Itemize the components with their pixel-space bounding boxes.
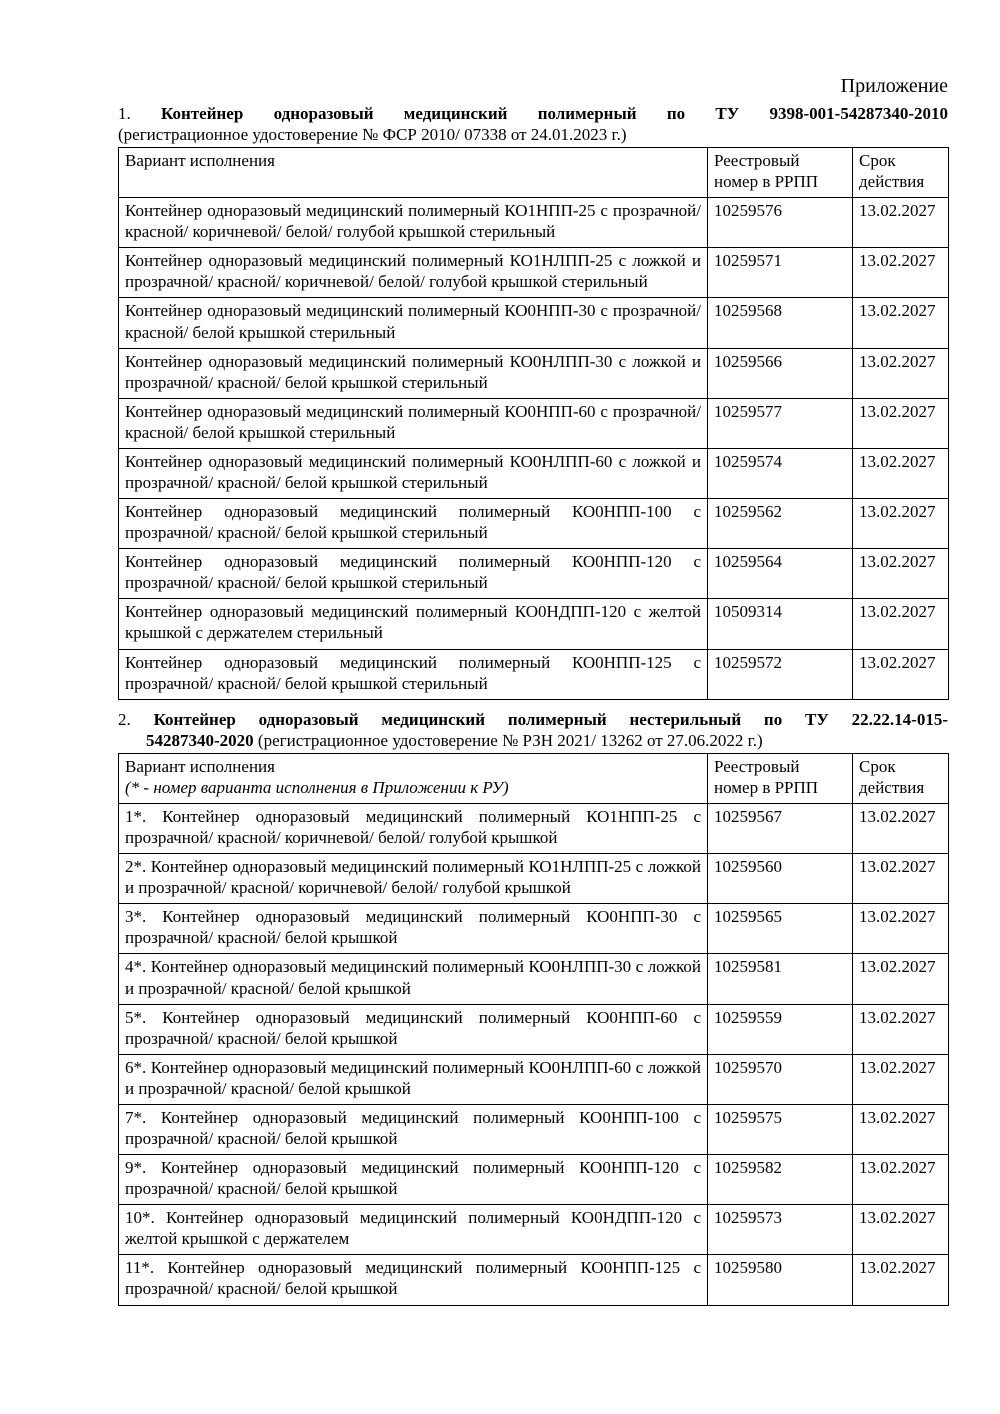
cell-number: 10259580 [708, 1255, 853, 1305]
cell-date: 13.02.2027 [853, 499, 949, 549]
cell-number: 10259575 [708, 1104, 853, 1154]
cell-variant: 11*. Контейнер одноразовый медицинский полимерный КО0НПП-125 с прозрачной/ красной/ белой крышкой [119, 1255, 708, 1305]
table-header-row [119, 753, 949, 803]
cell-date: 13.02.2027 [853, 1155, 949, 1205]
cell-number: 10509314 [708, 599, 853, 649]
registry-table-1 [118, 147, 949, 700]
cell-variant: 10*. Контейнер одноразовый медицинский полимерный КО0НДПП-120 с желтой крышкой с держателем [119, 1205, 708, 1255]
cell-variant: Контейнер одноразовый медицинский полимерный КО0НПП-30 с прозрачной/ красной/ белой крышкой стерильный [119, 298, 708, 348]
cell-date: 13.02.2027 [853, 1004, 949, 1054]
cell-date: 13.02.2027 [853, 248, 949, 298]
header-variant-label: Вариант исполнения [125, 150, 275, 170]
table-row [119, 599, 949, 649]
cell-date: 13.02.2027 [853, 649, 949, 699]
cell-number: 10259568 [708, 298, 853, 348]
appendix-label: Приложение [840, 75, 948, 97]
cell-date: 13.02.2027 [853, 803, 949, 853]
cell-variant: Контейнер одноразовый медицинский полимерный КО0НПП-125 с прозрачной/ красной/ белой крышкой стерильный [119, 649, 708, 699]
section1-title: Контейнер одноразовый медицинский полимерный по ТУ 9398-001-54287340-2010 [161, 103, 949, 123]
cell-variant: 5*. Контейнер одноразовый медицинский полимерный КО0НПП-60 с прозрачной/ красной/ белой крышкой [119, 1004, 708, 1054]
section2-title-line2 [146, 730, 948, 751]
table-row [119, 954, 949, 1004]
cell-number: 10259570 [708, 1054, 853, 1104]
cell-date: 13.02.2027 [853, 549, 949, 599]
cell-variant: Контейнер одноразовый медицинский полимерный КО1НПП-25 с прозрачной/ красной/ коричневой/ белой/ голубой крышкой стерильный [119, 198, 708, 248]
cell-variant: Контейнер одноразовый медицинский полимерный КО0НПП-120 с прозрачной/ красной/ белой крышкой стерильный [119, 549, 708, 599]
section2-heading [118, 709, 948, 751]
cell-date: 13.02.2027 [853, 904, 949, 954]
header-validity: Срок действия [853, 147, 949, 197]
table-row [119, 803, 949, 853]
header-variant-label: Вариант исполнения [125, 756, 275, 776]
cell-variant: Контейнер одноразовый медицинский полимерный КО0НДПП-120 с желтой крышкой с держателем стерильный [119, 599, 708, 649]
cell-date: 13.02.2027 [853, 854, 949, 904]
cell-number: 10259573 [708, 1205, 853, 1255]
cell-number: 10259562 [708, 499, 853, 549]
cell-number: 10259577 [708, 398, 853, 448]
table-row [119, 904, 949, 954]
cell-date: 13.02.2027 [853, 1054, 949, 1104]
document-page [118, 74, 948, 1306]
cell-date: 13.02.2027 [853, 954, 949, 1004]
cell-number: 10259564 [708, 549, 853, 599]
section2-title-line [118, 709, 948, 730]
cell-variant: Контейнер одноразовый медицинский полимерный КО0НПП-100 с прозрачной/ красной/ белой крышкой стерильный [119, 499, 708, 549]
registry-table-2 [118, 753, 949, 1306]
cell-variant: Контейнер одноразовый медицинский полимерный КО1НЛПП-25 с ложкой и прозрачной/ красной/ коричневой/ белой/ голубой крышкой стерильный [119, 248, 708, 298]
cell-number: 10259565 [708, 904, 853, 954]
table-row [119, 1155, 949, 1205]
table-row [119, 1054, 949, 1104]
table-row [119, 549, 949, 599]
table-row [119, 298, 949, 348]
header-registry-number: Реестровый номер в РРПП [708, 753, 853, 803]
table-row [119, 1004, 949, 1054]
header-validity: Срок действия [853, 753, 949, 803]
table-row [119, 1205, 949, 1255]
cell-date: 13.02.2027 [853, 1255, 949, 1305]
table-row [119, 1255, 949, 1305]
table-row [119, 198, 949, 248]
cell-variant: 4*. Контейнер одноразовый медицинский полимерный КО0НЛПП-30 с ложкой и прозрачной/ красной/ белой крышкой [119, 954, 708, 1004]
cell-date: 13.02.2027 [853, 348, 949, 398]
cell-variant: 3*. Контейнер одноразовый медицинский полимерный КО0НПП-30 с прозрачной/ красной/ белой крышкой [119, 904, 708, 954]
section1-registration: (регистрационное удостоверение № ФСР 2010/ 07338 от 24.01.2023 г.) [118, 124, 627, 144]
cell-date: 13.02.2027 [853, 198, 949, 248]
cell-variant: 1*. Контейнер одноразовый медицинский полимерный КО1НПП-25 с прозрачной/ красной/ коричневой/ белой/ голубой крышкой [119, 803, 708, 853]
section2-number: 2. [118, 709, 131, 729]
section2-title-part2: 54287340-2020 [146, 730, 254, 750]
cell-date: 13.02.2027 [853, 1205, 949, 1255]
cell-variant: 9*. Контейнер одноразовый медицинский полимерный КО0НПП-120 с прозрачной/ красной/ белой крышкой [119, 1155, 708, 1205]
cell-date: 13.02.2027 [853, 1104, 949, 1154]
cell-number: 10259571 [708, 248, 853, 298]
cell-date: 13.02.2027 [853, 448, 949, 498]
table-row [119, 398, 949, 448]
cell-variant: 7*. Контейнер одноразовый медицинский полимерный КО0НПП-100 с прозрачной/ красной/ белой крышкой [119, 1104, 708, 1154]
cell-number: 10259567 [708, 803, 853, 853]
cell-date: 13.02.2027 [853, 298, 949, 348]
cell-variant: 6*. Контейнер одноразовый медицинский полимерный КО0НЛПП-60 с ложкой и прозрачной/ красной/ белой крышкой [119, 1054, 708, 1104]
cell-date: 13.02.2027 [853, 599, 949, 649]
table-header-row [119, 147, 949, 197]
cell-number: 10259572 [708, 649, 853, 699]
header-variant [119, 147, 708, 197]
cell-variant: Контейнер одноразовый медицинский полимерный КО0НЛПП-30 с ложкой и прозрачной/ красной/ белой крышкой стерильный [119, 348, 708, 398]
section2-title-part1: Контейнер одноразовый медицинский полимерный нестерильный по ТУ 22.22.14-015- [153, 709, 949, 729]
cell-variant: Контейнер одноразовый медицинский полимерный КО0НЛПП-60 с ложкой и прозрачной/ красной/ белой крышкой стерильный [119, 448, 708, 498]
cell-number: 10259560 [708, 854, 853, 904]
section2-registration: (регистрационное удостоверение № РЗН 2021/ 13262 от 27.06.2022 г.) [253, 730, 763, 750]
cell-number: 10259559 [708, 1004, 853, 1054]
header-variant [119, 753, 708, 803]
table-row [119, 448, 949, 498]
header-registry-number: Реестровый номер в РРПП [708, 147, 853, 197]
table-row [119, 649, 949, 699]
table-row [119, 854, 949, 904]
cell-number: 10259581 [708, 954, 853, 1004]
header-variant-note: (* - номер варианта исполнения в Приложении к РУ) [125, 777, 509, 797]
cell-number: 10259574 [708, 448, 853, 498]
cell-number: 10259576 [708, 198, 853, 248]
cell-variant: Контейнер одноразовый медицинский полимерный КО0НПП-60 с прозрачной/ красной/ белой крышкой стерильный [119, 398, 708, 448]
section1-title-line [118, 103, 948, 124]
cell-number: 10259566 [708, 348, 853, 398]
table-row [119, 248, 949, 298]
cell-date: 13.02.2027 [853, 398, 949, 448]
cell-variant: 2*. Контейнер одноразовый медицинский полимерный КО1НЛПП-25 с ложкой и прозрачной/ красной/ коричневой/ белой/ голубой крышкой [119, 854, 708, 904]
table-row [119, 348, 949, 398]
table-row [119, 499, 949, 549]
section1-heading [118, 103, 948, 145]
cell-number: 10259582 [708, 1155, 853, 1205]
table-row [119, 1104, 949, 1154]
section1-number: 1. [118, 103, 131, 123]
